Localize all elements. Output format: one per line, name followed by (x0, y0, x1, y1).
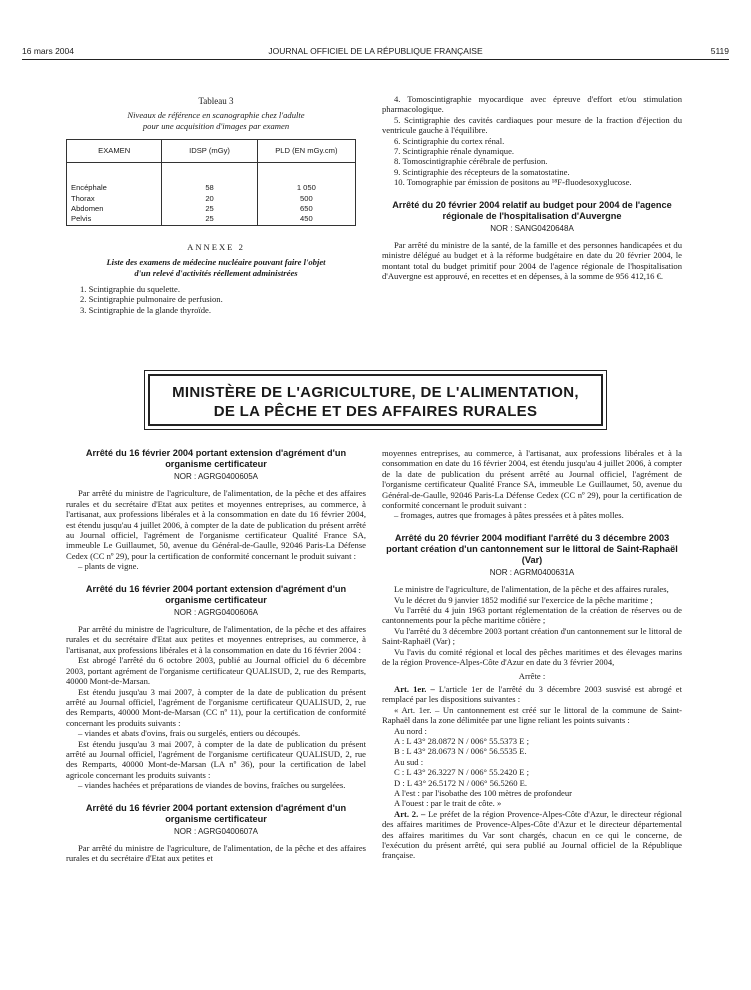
article-1-text: L'article 1er de l'arrêté du 3 décembre 2003 susvisé est abrogé et remplacé par les dispositions suivantes : (382, 683, 682, 705)
list-item: 5. Scintigraphie des cavités cardiaques pour mesure de la fraction d'éjection du ventricule gauche à l'équilibre. (382, 114, 682, 136)
table-cell: 500 (257, 194, 355, 204)
header-journal-title: JOURNAL OFFICIEL DE LA RÉPUBLIQUE FRANÇAISE (268, 46, 483, 56)
point-a: A : L 43° 28.0872 N / 006° 55.5373 E ; (394, 735, 529, 746)
article-paragraph: Le ministre de l'agriculture, de l'alimentation, de la pêche et des affaires rurales, (394, 584, 669, 595)
article-1 (382, 684, 682, 705)
table-header-cell: PLD (EN mGy.cm) (257, 140, 355, 163)
header-rule (22, 59, 729, 60)
table-spacer-row (67, 163, 356, 184)
upper-right-column (382, 94, 682, 282)
article-body: Par arrêté du ministre de l'agriculture, de l'alimentation, de la pêche et des affaires rurales et du secrétaire d'Etat aux petites et moyennes entreprises, au commerce, à l'artisanat, aux professions libérales et à la consommation en date du 16 février 2004, est étendu jusqu'au 4 juillet 2006, à compter de la date de publication du présent arrêté au Journal officiel, l'agrément de l'organisme certificateur Qualité France SA, immeuble Le Guillaumet, 50, avenue du Général-de-Gaulle, 92046 Paris-La Défense Cedex (CC nº 29), pour la certification de conformité concernant le produit suivant : (66, 488, 366, 561)
nor-reference: NOR : AGRG0400606A (173, 607, 259, 617)
table-row (67, 183, 356, 193)
table-cell: Pelvis (67, 214, 162, 225)
article-title: Arrêté du 16 février 2004 portant extension d'agrément d'un organisme certificateur (85, 802, 347, 824)
table-cell: 650 (257, 204, 355, 214)
table-header-cell: IDSP (mGy) (162, 140, 257, 163)
banner-line1: MINISTÈRE DE L'AGRICULTURE, DE L'ALIMENTATION, (172, 384, 579, 401)
list-item: 1. Scintigraphie du squelette. (80, 284, 180, 295)
list-item: 4. Tomoscintigraphie myocardique avec épreuve d'effort et/ou stimulation pharmacologique. (382, 94, 682, 115)
table-cell: 1 050 (257, 183, 355, 193)
nor-reference: NOR : AGRG0400605A (173, 472, 259, 481)
article-paragraph: Est étendu jusqu'au 3 mai 2007, à compter de la date de publication du présent arrêté au Journal officiel, l'agrément de l'organisme certificateur QUALISUD, 2, rue des Remparts, 40000 Mont-de-Marsan (CC nº 11), pour la certification de conformité concernant les produits suivants : (66, 686, 366, 728)
article-body: Par arrêté du ministre de l'agriculture, de l'alimentation, de la pêche et des affaires rurales et du secrétaire d'Etat aux petites et (66, 842, 366, 864)
table-header-cell: EXAMEN (67, 140, 162, 163)
nor-reference: NOR : SANG0420648A (490, 223, 574, 233)
list-item: 10. Tomographie par émission de positons au ¹⁸F-fluodesoxyglucose. (394, 177, 632, 188)
quoted-article: « Art. 1er. – Un cantonnement est créé sur le littoral de la commune de Saint-Raphaël dans la zone délimitée par une ligne reliant les points suivants : (382, 704, 682, 726)
article-paragraph: Est abrogé l'arrêté du 6 octobre 2003, publié au Journal officiel du 6 décembre 2003, portant agrément de l'organisme certificateur QUALISUD, 2, rue des Remparts, 40000 Mont-de-Marsan. (66, 655, 366, 687)
upper-left-column (66, 94, 366, 315)
header-page-number: 5119 (710, 46, 729, 56)
article-title: Arrêté du 20 février 2004 modifiant l'arrêté du 3 décembre 2003 portant création d'un cantonnement sur le littoral de Saint-Raphaël (Var) (386, 532, 678, 565)
list-item: 6. Scintigraphie du cortex rénal. (394, 135, 505, 146)
zone-east: A l'est : par l'isobathe des 100 mètres de profondeur (394, 787, 573, 798)
list-item: 7. Scintigraphie rénale dynamique. (394, 146, 515, 157)
list-item: – fromages, autres que fromages à pâtes pressées et à pâtes molles. (394, 510, 624, 521)
article-1-label: Art. 1er. – (394, 683, 435, 694)
article-paragraph: Est étendu jusqu'au 3 mai 2007, à compter de la date de publication du présent arrêté au Journal officiel, l'agrément de l'organisme certificateur QUALISUD, 2, rue des Remparts, 40000 Mont-de-Marsan (LA nº 36), pour la certification de label agricole concernant les produits suivants : (66, 738, 366, 780)
zone-west: A l'ouest : par le trait de côte. » (394, 798, 502, 809)
zone-north-label: Au nord : (394, 725, 427, 736)
annexe-list (66, 284, 366, 315)
page-header (22, 46, 729, 60)
article-paragraph: Par arrêté du ministre de l'agriculture, de l'alimentation, de la pêche et des affaires rurales et du secrétaire d'Etat aux petites et moyennes entreprises, au commerce, à l'artisanat, aux professions libérales et à la consommation en date du 16 février 2004 : (66, 624, 366, 655)
list-item: – plants de vigne. (78, 561, 139, 572)
annexe-title: ANNEXE 2 (187, 241, 245, 252)
article-title: Arrêté du 16 février 2004 portant extension d'agrément d'un organisme certificateur (85, 448, 347, 469)
article-2-text: Le préfet de la région Provence-Alpes-Côte d'Azur, le directeur régional des affaires maritimes de Provence-Alpes-Côte d'Azur et le directeur départemental des affaires maritimes du Var sont chargés, chacun en ce qui le concerne, de l'exécution du présent arrêté, qui sera publié au Journal officiel de la République française. (382, 808, 682, 861)
table-cell: 450 (257, 214, 355, 225)
article-2-label: Art. 2. – (394, 808, 426, 819)
banner-line2: DE LA PÊCHE ET DES AFFAIRES RURALES (213, 403, 538, 420)
list-item: – viandes hachées et préparations de viandes de bovins, fraîches ou surgelées. (78, 780, 346, 791)
nor-reference: NOR : AGRM0400631A (489, 567, 575, 577)
arrete-heading: Arrête : (518, 670, 546, 681)
article-body-continued: moyennes entreprises, au commerce, à l'artisanat, aux professions libérales et à la consommation en date du 16 février 2004, est étendu jusqu'au 4 juillet 2006, à compter de la date de publication du présent arrêté au Journal officiel, l'agrément de l'organisme certificateur Qualité France SA, immeuble Le Guillaumet, 50, avenue du Général-de-Gaulle, 92046 Paris-La Défense Cedex (CC nº 29), pour la certification de conformité concernant le produit suivant : (382, 448, 682, 511)
table-header-row (67, 140, 356, 163)
dose-reference-table (66, 139, 356, 226)
table-cell: 20 (162, 194, 257, 204)
table-row (67, 214, 356, 225)
annexe-subtitle-line1: Liste des examens de médecine nucléaire pouvant faire l'objet (106, 257, 326, 268)
list-item: 3. Scintigraphie de la glande thyroïde. (80, 304, 212, 315)
article-title: Arrêté du 20 février 2004 relatif au budget pour 2004 de l'agence régionale de l'hospitalisation d'Auvergne (392, 199, 672, 221)
article-2 (382, 809, 682, 861)
list-item: – viandes et abats d'ovins, frais ou surgelés, entiers ou découpés. (78, 728, 301, 739)
point-c: C : L 43° 26.3227 N / 006° 55.2420 E ; (394, 767, 529, 778)
article-paragraph: Vu le décret du 9 janvier 1852 modifié sur l'exercice de la pêche maritime ; (394, 594, 653, 605)
table-cell: 25 (162, 214, 257, 225)
table-row (67, 204, 356, 214)
list-item: 9. Scintigraphie des récepteurs de la somatostatine. (394, 166, 570, 177)
list-item: 2. Scintigraphie pulmonaire de perfusion. (80, 294, 223, 305)
annexe-subtitle-line2: d'un relevé d'activités réellement administrées (134, 267, 298, 278)
header-date: 16 mars 2004 (22, 46, 74, 56)
zone-south-label: Au sud : (394, 756, 424, 767)
article-paragraph: Vu l'arrêté du 4 juin 1963 portant réglementation de la création de réserves ou de cantonnements pour la pêche maritime côtière ; (382, 605, 682, 626)
table-cell: 25 (162, 204, 257, 214)
ministry-banner (148, 374, 603, 426)
table-cell: Thorax (67, 194, 162, 204)
article-paragraph: Vu l'arrêté du 3 décembre 2003 portant création d'un cantonnement sur le littoral de Saint-Raphaël (Var) ; (382, 625, 682, 647)
point-d: D : L 43° 26.5172 N / 006° 56.5260 E. (394, 777, 528, 788)
lower-left-column (66, 448, 366, 864)
table-row (67, 194, 356, 204)
point-b: B : L 43° 28.0673 N / 006° 56.5535 E. (394, 746, 527, 757)
table-caption-line2: pour une acquisition d'images par examen (142, 120, 290, 131)
article-paragraph: Vu l'avis du comité régional et local des pêches maritimes et des élevages marins de la région Provence-Alpes-Côte d'Azur en date du 3 février 2004, (382, 646, 682, 668)
article-title: Arrêté du 16 février 2004 portant extension d'agrément d'un organisme certificateur (85, 583, 347, 605)
table-caption-line1: Niveaux de référence en scanographie chez l'adulte (127, 110, 305, 121)
list-item: 8. Tomoscintigraphie cérébrale de perfusion. (394, 156, 548, 167)
table-title: Tableau 3 (198, 96, 234, 106)
table-cell: 58 (162, 183, 257, 193)
lower-right-column (382, 448, 682, 861)
table-cell: Abdomen (67, 204, 162, 214)
article-body: Par arrêté du ministre de la santé, de la famille et des personnes handicapées et du ministre délégué au budget et à la réforme budgétaire en date du 20 février 2004, le montant total du budget primitif pour 2004 de l'agence régionale de l'hospitalisation d'Auvergne est approuvé, en recettes et en dépenses, à la somme de 956 412,16 €. (382, 240, 682, 282)
nor-reference: NOR : AGRG0400607A (173, 826, 259, 836)
table-cell: Encéphale (67, 183, 162, 193)
